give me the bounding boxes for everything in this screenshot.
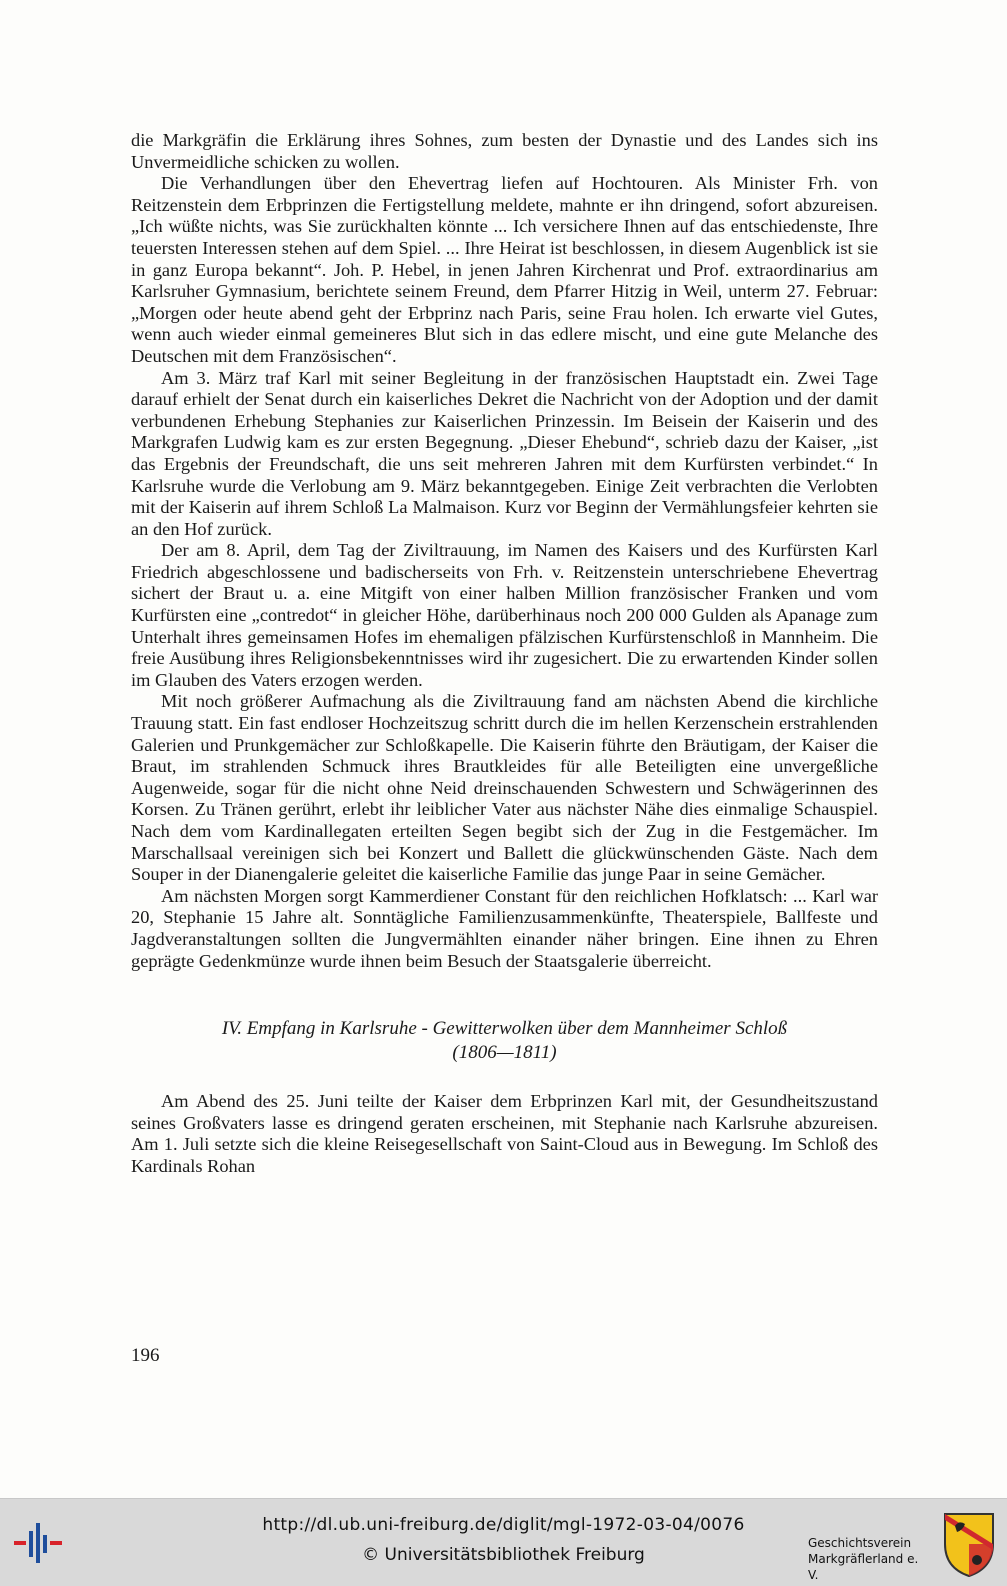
page-number: 196 [131, 1345, 160, 1366]
copyright-text: © Universitätsbibliothek Freiburg [362, 1545, 645, 1565]
source-url-link[interactable]: http://dl.ub.uni-freiburg.de/diglit/mgl-1972-03-04/0076 [262, 1515, 745, 1535]
body-text [131, 130, 878, 1178]
paragraph: Am nächsten Morgen sorgt Kammerdiener Constant für den reichlichen Hofklatsch: ... Karl war 20, Stephanie 15 Jahre alt. Sonntägliche Familienzusammenkünfte, Theaterspiele, Ballfeste und Jagdveranstaltungen sollten die Jungvermählten einander näher bringen. Eine ihnen zu Ehren geprägte Gedenkmünze wurde ihnen beim Besuch der Staatsgalerie überreicht. [131, 885, 878, 971]
footer-bar [0, 1498, 1007, 1586]
society-name [808, 1535, 932, 1583]
paragraph: Die Verhandlungen über den Ehevertrag liefen auf Hochtouren. Als Minister Frh. von Reitzenstein dem Erbprinzen die Fertigstellung meldete, mahnte er ihn dringend, sofort abzureisen. „Ich wüßte nichts, was Sie zurückhalten könnte ... Ich versichere Ihnen auf das entschiedenste, Ihre teuersten Interessen stehen auf dem Spiel. ... Ihre Heirat ist beschlossen, in diesem Augenblick ist sie in ganz Europa bekannt“. Joh. P. Hebel, in jenen Jahren Kirchenrat und Prof. extraordinarius am Karlsruher Gymnasium, berichtete seinem Freund, dem Pfarrer Hitzig in Weil, unterm 27. Februar: „Morgen oder heute abend geht der Erbprinz nach Paris, seine Frau holen. Ich erwarte viel Gutes, wenn auch wieder einmal gemeineres Blut sich in das edlere mischt, und eine gute Melanche des Deutschen mit dem Französischen“. [131, 173, 878, 366]
society-name-line2: Markgräflerland e. V. [808, 1552, 919, 1582]
paragraph: Der am 8. April, dem Tag der Ziviltrauung, im Namen des Kaisers und des Kurfürsten Karl Friedrich abgeschlossene und badischerseits von Frh. v. Reitzenstein unterschriebene Ehevertrag sichert der Braut u. a. eine Mitgift von einer halben Million französischer Franken und vom Kurfürsten eine „contredot“ in gleicher Höhe, darüberhinaus noch 200 000 Gulden als Apanage zum Unterhalt ihres gemeinsamen Hofes im ehemaligen pfälzischen Kurfürstenschloß in Mannheim. Die freie Ausübung ihres Religionsbekenntnisses wird ihr zugesichert. Die zu erwartenden Kinder sollen im Glauben des Vaters erzogen werden. [131, 540, 878, 690]
paragraph: Am Abend des 25. Juni teilte der Kaiser dem Erbprinzen Karl mit, der Gesundheitszustand seines Großvaters lasse es dringend geraten erscheinen, mit Stephanie nach Karlsruhe abzureisen. Am 1. Juli setzte sich die kleine Reisegesellschaft von Saint-Cloud aus in Bewegung. Im Schloß des Kardinals Rohan [131, 1091, 878, 1176]
chapter-heading-years: (1806—1811) [452, 1042, 557, 1064]
coat-of-arms-icon [941, 1510, 997, 1578]
paragraph: die Markgräfin die Erklärung ihres Sohnes, zum besten der Dynastie und des Landes sich ins Unvermeidliche schicken zu wollen. [131, 130, 878, 172]
chapter-heading-title: IV. Empfang in Karlsruhe - Gewitterwolken über dem Mannheimer Schloß [221, 1018, 788, 1040]
paragraph: Mit noch größerer Aufmachung als die Ziviltrauung fand am nächsten Abend die kirchliche Trauung statt. Ein fast endloser Hochzeitszug schritt durch die im hellen Kerzenschein erstrahlenden Galerien und Prunkgemächer zur Schloßkapelle. Die Kaiserin führte den Bräutigam, der Kaiser die Braut, im strahlenden Schmuck ihres Brautkleides für alle Beteiligten eine unvergeßliche Augenweide, sogar für die nicht ohne Neid dreinschauenden Schwestern und Schwägerinnen des Korsen. Zu Tränen gerührt, erlebt ihr leiblicher Vater aus nächster Nähe dies einmalige Schauspiel. Nach dem vom Kardinallegaten erteilten Segen begibt sich der Zug in die Festgemächer. Im Marschallsaal vereinigen sich bei Konzert und Ballett die glückwünschenden Gäste. Nach dem Souper in der Dianengalerie geleitet die kaiserliche Familie das junge Paar in seine Gemächer. [131, 691, 878, 885]
paragraph: Am 3. März traf Karl mit seiner Begleitung in der französischen Hauptstadt ein. Zwei Tage darauf erhielt der Senat durch ein kaiserliches Dekret die Nachricht von der Adoption und der damit verbundenen Erhebung Stephanies zur Kaiserlichen Prinzessin. Im Beisein der Kaiserin und des Markgrafen Ludwig kam es zur ersten Begegnung. „Dieser Ehebund“, schrieb dazu der Kaiser, „ist das Ergebnis der Freundschaft, die uns seit mehreren Jahren mit dem Kurfürsten verbindet.“ In Karlsruhe wurde die Verlobung am 9. März bekanntgegeben. Einige Zeit verbrachten die Verlobten mit der Kaiserin auf ihrem Schloß La Malmaison. Kurz vor Beginn der Vermählungsfeier kehrten sie an den Hof zurück. [131, 367, 878, 539]
society-name-line1: Geschichtsverein [808, 1536, 912, 1550]
chapter-heading [131, 1017, 878, 1065]
